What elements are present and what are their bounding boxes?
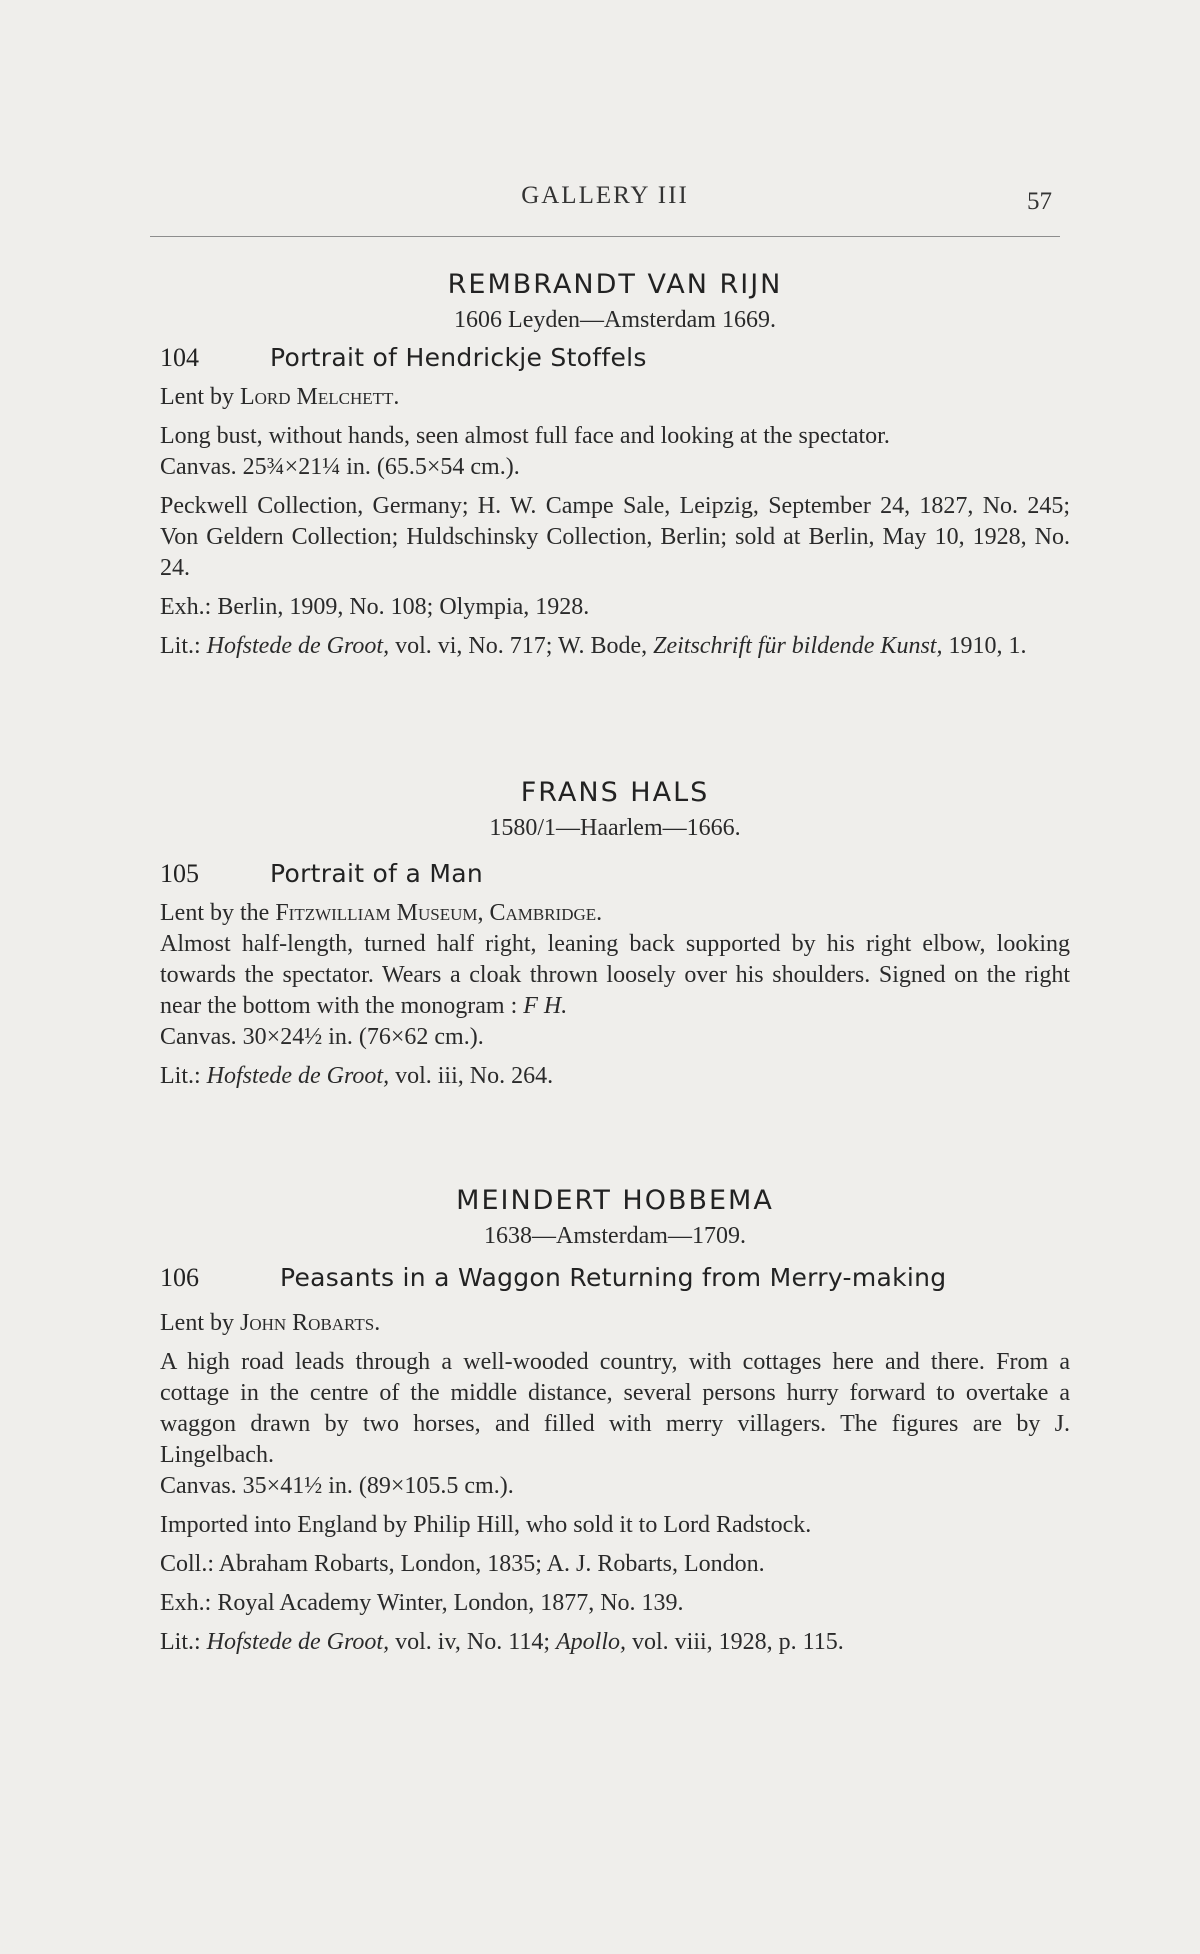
lender-line: [160, 1308, 1070, 1339]
description: A high road leads through a well-wooded country, with cottages here and there. From a cottage in the centre of the middle distance, several persons hurry forward to overtake a waggon drawn by two horses, and filled with merry villagers. The figures are by J. Lingelbach.: [160, 1349, 1070, 1468]
lender-line: [160, 898, 1070, 929]
description: Long bust, without hands, seen almost full face and looking at the spectator.: [160, 423, 890, 449]
entry-title: Peasants in a Waggon Returning from Merry-making: [280, 1263, 947, 1292]
lit-title: Hofstede de Groot,: [206, 633, 390, 659]
lit-ref: 1910, 1.: [942, 633, 1027, 659]
artist-name: REMBRANDT VAN RIJN: [447, 269, 783, 300]
lit-ref: vol. iv, No. 114;: [389, 1629, 556, 1655]
lender-name: Lord Melchett.: [239, 384, 400, 410]
lit-title: Hofstede de Groot,: [206, 1063, 390, 1089]
artist-section-hals: [160, 776, 1070, 1092]
literature: [160, 1627, 1070, 1658]
lender-name: Fitzwilliam Museum, Cambridge.: [275, 900, 603, 926]
artist-dates: 1638—Amsterdam—1709.: [484, 1223, 746, 1249]
exhibitions: Exh.: Berlin, 1909, No. 108; Olympia, 1928.: [160, 594, 590, 620]
canvas-dimensions: Canvas. 30×24½ in. (76×62 cm.).: [160, 1024, 484, 1050]
lit-title: Apollo,: [555, 1629, 626, 1655]
entry-number: 106: [160, 1263, 199, 1292]
lit-ref: vol. vi, No. 717; W. Bode,: [389, 633, 654, 659]
description: [160, 929, 1070, 1022]
lender-line: [160, 382, 1070, 413]
artist-section-rembrandt: [160, 268, 1070, 662]
lent-prefix: Lent by: [160, 384, 240, 410]
entry-title: Portrait of Hendrickje Stoffels: [270, 343, 647, 372]
entry-title: Portrait of a Man: [270, 859, 483, 888]
artist-dates: 1606 Leyden—Amsterdam 1669.: [454, 307, 776, 333]
lent-prefix: Lent by: [160, 1310, 240, 1336]
import-note: Imported into England by Philip Hill, who sold it to Lord Radstock.: [160, 1512, 812, 1538]
lit-ref: vol. iii, No. 264.: [389, 1063, 554, 1089]
entry-heading: [160, 342, 1070, 374]
canvas-dimensions: Canvas. 25¾×21¼ in. (65.5×54 cm.).: [160, 454, 520, 480]
page-number: 57: [1027, 188, 1052, 215]
entry-number: 104: [160, 343, 199, 372]
lit-prefix: Lit.:: [160, 633, 207, 659]
description-text: Almost half-length, turned half right, leaning back supported by his right elbow, looking towards the spectator. Wears a cloak thrown loosely over his shoulders. Signed on the right near the bottom with the monogram :: [160, 931, 1070, 1019]
running-head: [150, 182, 1060, 222]
monogram: F H.: [523, 993, 568, 1019]
lit-title: Hofstede de Groot,: [206, 1629, 390, 1655]
literature: [160, 631, 1070, 662]
artist-name: FRANS HALS: [520, 777, 710, 808]
lit-prefix: Lit.:: [160, 1629, 207, 1655]
provenance: Peckwell Collection, Germany; H. W. Campe Sale, Leipzig, September 24, 1827, No. 245; Von Geldern Collection; Huldschinsky Collection, Berlin; sold at Berlin, May 10, 1928, No. 24.: [160, 493, 1070, 581]
collections: Coll.: Abraham Robarts, London, 1835; A. J. Robarts, London.: [160, 1551, 765, 1577]
entry-number: 105: [160, 859, 199, 888]
header-rule: [150, 236, 1060, 237]
lit-prefix: Lit.:: [160, 1063, 207, 1089]
lent-prefix: Lent by the: [160, 900, 276, 926]
exhibitions: Exh.: Royal Academy Winter, London, 1877, No. 139.: [160, 1590, 684, 1616]
lit-title: Zeitschrift für bildende Kunst,: [653, 633, 943, 659]
gallery-title: GALLERY III: [521, 182, 689, 209]
canvas-dimensions: Canvas. 35×41½ in. (89×105.5 cm.).: [160, 1473, 514, 1499]
entry-heading: [160, 1262, 1070, 1294]
lit-ref: vol. viii, 1928, p. 115.: [625, 1629, 844, 1655]
entry-heading: [160, 858, 1070, 890]
artist-name: MEINDERT HOBBEMA: [456, 1185, 774, 1216]
lender-name: John Robarts.: [239, 1310, 381, 1336]
artist-dates: 1580/1—Haarlem—1666.: [489, 815, 741, 841]
artist-section-hobbema: [160, 1184, 1070, 1658]
literature: [160, 1061, 1070, 1092]
